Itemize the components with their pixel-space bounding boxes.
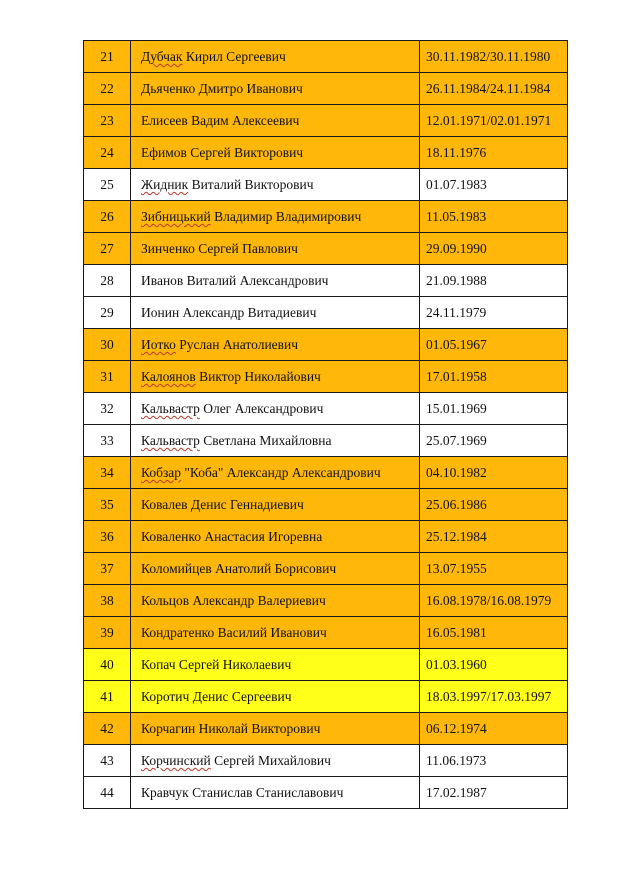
table-row <box>84 105 568 137</box>
row-number: 42 <box>84 713 131 745</box>
birth-date: 24.11.1979 <box>420 297 568 329</box>
table-row <box>84 745 568 777</box>
person-name-text: Кольцов Александр Валериевич <box>141 593 326 608</box>
table-row <box>84 201 568 233</box>
birth-date: 01.05.1967 <box>420 329 568 361</box>
person-name <box>131 41 420 73</box>
person-name-text: Ионин Александр Витадиевич <box>141 305 317 320</box>
spellcheck-marked-word: Кобзар <box>141 465 182 480</box>
row-number: 29 <box>84 297 131 329</box>
person-name <box>131 201 420 233</box>
person-name-text: Олег Александрович <box>199 401 324 416</box>
table-row <box>84 617 568 649</box>
birth-date: 26.11.1984/24.11.1984 <box>420 73 568 105</box>
spellcheck-marked-word: Калоянов <box>141 369 196 384</box>
person-name-text: Кондратенко Василий Иванович <box>141 625 327 640</box>
row-number: 28 <box>84 265 131 297</box>
row-number: 26 <box>84 201 131 233</box>
person-name <box>131 73 420 105</box>
person-name <box>131 265 420 297</box>
birth-date: 11.06.1973 <box>420 745 568 777</box>
table-row <box>84 585 568 617</box>
birth-date: 16.08.1978/16.08.1979 <box>420 585 568 617</box>
row-number: 41 <box>84 681 131 713</box>
table-row <box>84 137 568 169</box>
birth-date: 15.01.1969 <box>420 393 568 425</box>
spellcheck-marked-word: Дубчак <box>141 49 183 64</box>
birth-date: 17.02.1987 <box>420 777 568 809</box>
table-row <box>84 489 568 521</box>
person-name-text: Кирил Сергеевич <box>182 49 286 64</box>
row-number: 39 <box>84 617 131 649</box>
persons-table <box>83 40 568 809</box>
person-name <box>131 105 420 137</box>
row-number: 44 <box>84 777 131 809</box>
birth-date: 17.01.1958 <box>420 361 568 393</box>
person-name <box>131 681 420 713</box>
person-name-text: Ковалев Денис Геннадиевич <box>141 497 304 512</box>
person-name-text: Руслан Анатолиевич <box>175 337 299 352</box>
table-row <box>84 777 568 809</box>
table-row <box>84 265 568 297</box>
person-name-text: Ефимов Сергей Викторович <box>141 145 304 160</box>
row-number: 25 <box>84 169 131 201</box>
table-row <box>84 425 568 457</box>
person-name-text: Коломийцев Анатолий Борисович <box>141 561 337 576</box>
spellcheck-marked-word: Жидник <box>141 177 189 192</box>
birth-date: 06.12.1974 <box>420 713 568 745</box>
person-name-text: Дьяченко Дмитро Иванович <box>141 81 303 96</box>
table-row <box>84 233 568 265</box>
row-number: 35 <box>84 489 131 521</box>
table-row <box>84 73 568 105</box>
row-number: 43 <box>84 745 131 777</box>
person-name-text: Елисеев Вадим Алексеевич <box>141 113 300 128</box>
person-name <box>131 585 420 617</box>
table-row <box>84 713 568 745</box>
person-name <box>131 489 420 521</box>
birth-date: 12.01.1971/02.01.1971 <box>420 105 568 137</box>
person-name <box>131 777 420 809</box>
person-name-text: Коротич Денис Сергеевич <box>141 689 292 704</box>
person-name <box>131 137 420 169</box>
row-number: 30 <box>84 329 131 361</box>
table-row <box>84 297 568 329</box>
person-name <box>131 457 420 489</box>
table-row <box>84 553 568 585</box>
person-name <box>131 553 420 585</box>
spellcheck-marked-word: Корчинский <box>141 753 211 768</box>
person-name <box>131 425 420 457</box>
person-name-text: Сергей Михайлович <box>210 753 331 768</box>
birth-date: 18.11.1976 <box>420 137 568 169</box>
birth-date: 18.03.1997/17.03.1997 <box>420 681 568 713</box>
birth-date: 29.09.1990 <box>420 233 568 265</box>
person-name-text: Виктор Николайович <box>195 369 321 384</box>
row-number: 37 <box>84 553 131 585</box>
row-number: 22 <box>84 73 131 105</box>
row-number: 23 <box>84 105 131 137</box>
birth-date: 30.11.1982/30.11.1980 <box>420 41 568 73</box>
birth-date: 11.05.1983 <box>420 201 568 233</box>
spellcheck-marked-word: Кальвастр <box>141 433 200 448</box>
table-row <box>84 393 568 425</box>
person-name-text: Копач Сергей Николаевич <box>141 657 292 672</box>
birth-date: 13.07.1955 <box>420 553 568 585</box>
row-number: 21 <box>84 41 131 73</box>
person-name <box>131 713 420 745</box>
person-name-text: Зинченко Сергей Павлович <box>141 241 298 256</box>
table-row <box>84 681 568 713</box>
person-name <box>131 169 420 201</box>
birth-date: 21.09.1988 <box>420 265 568 297</box>
table-row <box>84 329 568 361</box>
person-name-text: Иванов Виталий Александрович <box>141 273 329 288</box>
person-name-text: Кравчук Станислав Станиславович <box>141 785 344 800</box>
table-row <box>84 41 568 73</box>
spellcheck-marked-word: Зибницький <box>141 209 211 224</box>
row-number: 40 <box>84 649 131 681</box>
person-name <box>131 297 420 329</box>
person-name-text: Корчагин Николай Викторович <box>141 721 321 736</box>
person-name <box>131 393 420 425</box>
row-number: 33 <box>84 425 131 457</box>
row-number: 24 <box>84 137 131 169</box>
birth-date: 01.03.1960 <box>420 649 568 681</box>
person-name-text: Виталий Викторович <box>188 177 314 192</box>
birth-date: 04.10.1982 <box>420 457 568 489</box>
row-number: 31 <box>84 361 131 393</box>
row-number: 27 <box>84 233 131 265</box>
persons-table-body <box>84 41 568 809</box>
birth-date: 01.07.1983 <box>420 169 568 201</box>
person-name-text: Светлана Михайловна <box>199 433 332 448</box>
birth-date: 25.12.1984 <box>420 521 568 553</box>
person-name-text: Коваленко Анастасия Игоревна <box>141 529 323 544</box>
table-row <box>84 649 568 681</box>
person-name <box>131 617 420 649</box>
person-name-text: Владимир Владимирович <box>210 209 362 224</box>
birth-date: 16.05.1981 <box>420 617 568 649</box>
person-name <box>131 361 420 393</box>
table-row <box>84 169 568 201</box>
row-number: 34 <box>84 457 131 489</box>
table-row <box>84 361 568 393</box>
person-name <box>131 649 420 681</box>
spellcheck-marked-word: Кальвастр <box>141 401 200 416</box>
table-row <box>84 457 568 489</box>
birth-date: 25.07.1969 <box>420 425 568 457</box>
person-name <box>131 521 420 553</box>
spellcheck-marked-word: Иотко <box>141 337 176 352</box>
table-row <box>84 521 568 553</box>
person-name <box>131 233 420 265</box>
person-name <box>131 745 420 777</box>
row-number: 38 <box>84 585 131 617</box>
person-name <box>131 329 420 361</box>
person-name-text: "Коба" Александр Александрович <box>181 465 381 480</box>
birth-date: 25.06.1986 <box>420 489 568 521</box>
row-number: 32 <box>84 393 131 425</box>
row-number: 36 <box>84 521 131 553</box>
